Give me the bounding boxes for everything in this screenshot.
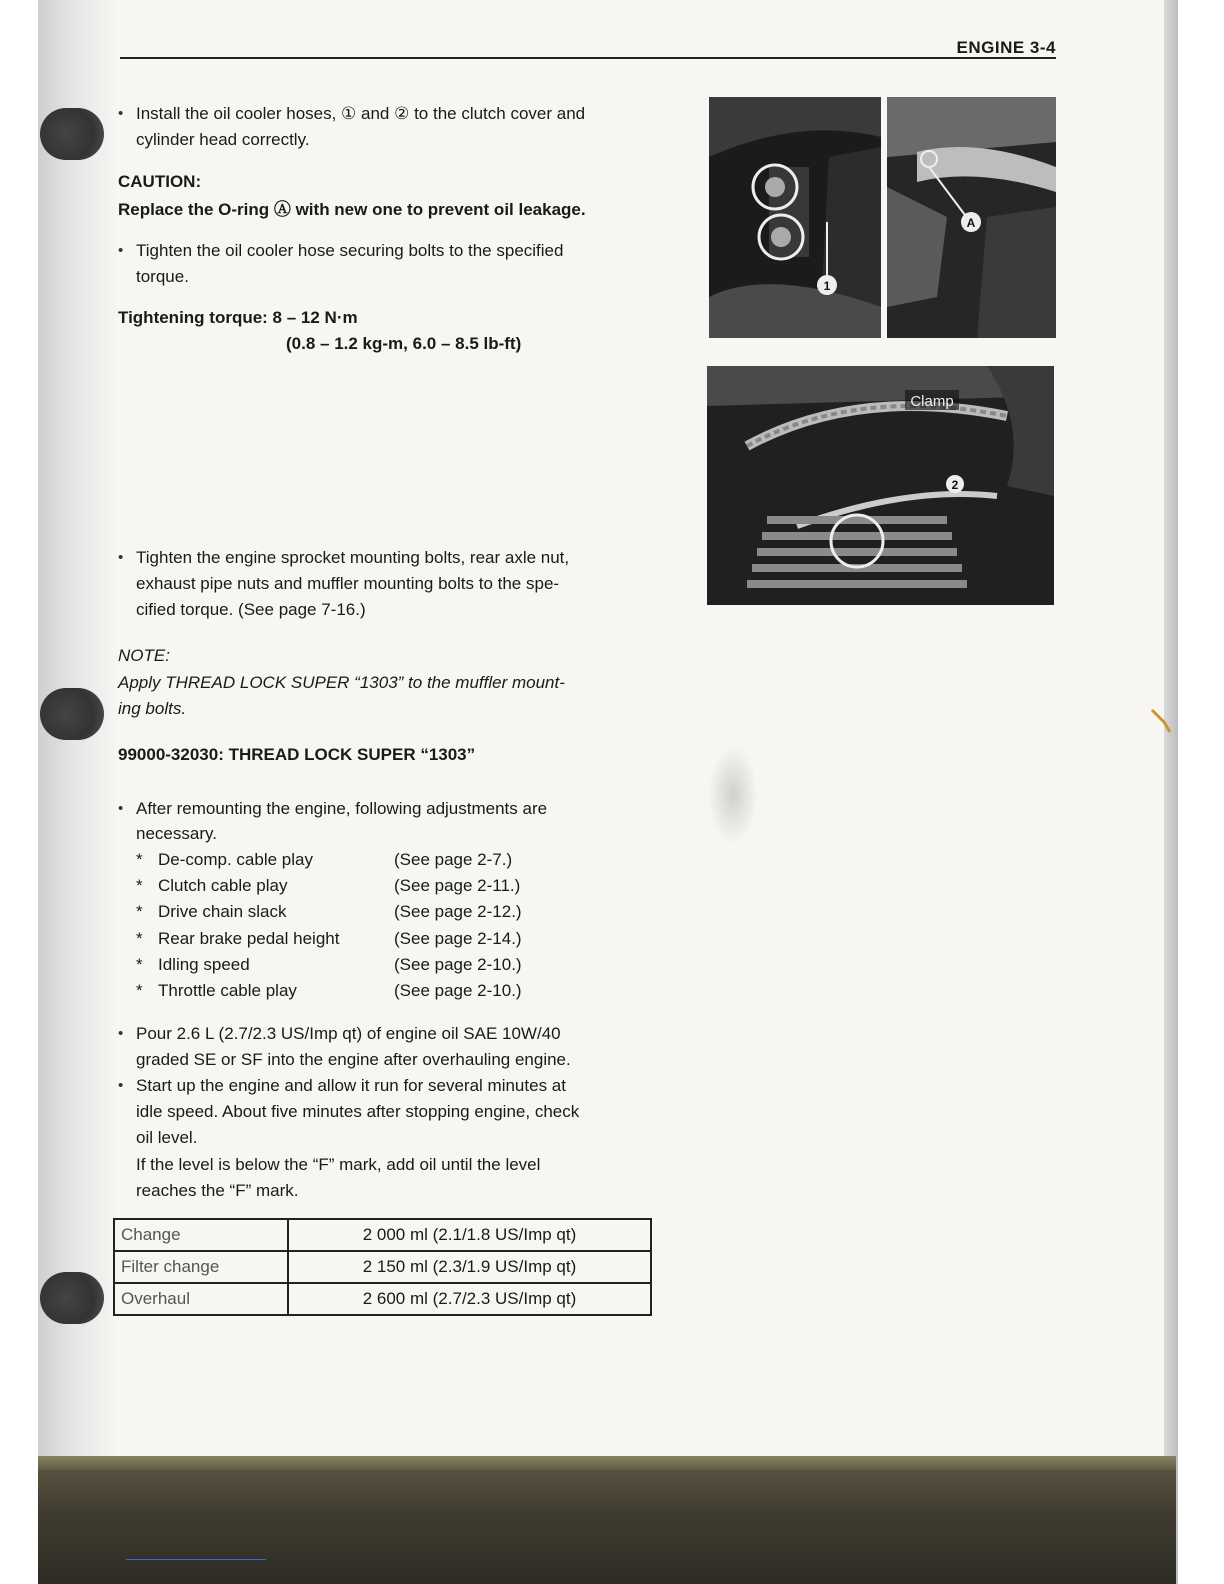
adjustment-name: Rear brake pedal height — [158, 929, 340, 948]
bullet: • — [118, 105, 124, 122]
binder-hole-middle — [40, 688, 104, 740]
note-line-1: Apply THREAD LOCK SUPER “1303” to the muffler mount- — [118, 673, 565, 692]
bullet: • — [118, 1025, 124, 1042]
adjustment-ref: (See page 2-12.) — [394, 902, 522, 921]
tighten-hose-line-1: Tighten the oil cooler hose securing bolts to the specified — [136, 241, 564, 260]
caution-label: CAUTION: — [118, 172, 202, 191]
start-line-4: If the level is below the “F” mark, add oil until the level — [136, 1155, 541, 1174]
torque-value: (0.8 – 1.2 kg-m, 6.0 – 8.5 lb-ft) — [286, 334, 522, 353]
tighten-hose-line-2: torque. — [136, 267, 189, 286]
note-label: NOTE: — [118, 646, 170, 665]
photo-engine-clamp — [707, 366, 1054, 605]
part-number: 99000-32030: THREAD LOCK SUPER “1303” — [118, 745, 476, 764]
table-row — [114, 1283, 651, 1315]
table-row — [114, 1251, 651, 1283]
adjustment-item: * Throttle cable play (See page 2-10.) — [136, 978, 143, 1004]
table-cell-value: 2 600 ml (2.7/2.3 US/Imp qt) — [288, 1283, 651, 1315]
adjustment-item: * Rear brake pedal height (See page 2-14.) — [136, 926, 143, 952]
adjustment-item: * Idling speed (See page 2-10.) — [136, 952, 143, 978]
note-line-2: ing bolts. — [118, 699, 187, 718]
adjustments-line-1: After remounting the engine, following adjustments are — [136, 799, 548, 818]
start-line-2: idle speed. About five minutes after stopping engine, check — [136, 1102, 580, 1121]
page-edge — [1164, 0, 1178, 1584]
callout-1: 1 — [823, 279, 831, 293]
adjustment-name: De-comp. cable play — [158, 850, 313, 869]
bullet: • — [118, 242, 124, 259]
scan-bottom-band — [38, 1456, 1176, 1584]
binder-hole-top — [40, 108, 104, 160]
adjustment-item: * De-comp. cable play (See page 2-7.) — [136, 847, 143, 873]
photo-o-ring — [887, 97, 1056, 338]
clamp-label: Clamp — [910, 393, 954, 410]
sprocket-line-2: exhaust pipe nuts and muffler mounting bolts to the spe- — [136, 574, 560, 593]
margin-mark — [1150, 708, 1172, 734]
pour-line-2: graded SE or SF into the engine after overhauling engine. — [136, 1050, 571, 1069]
bullet: • — [118, 1077, 124, 1094]
torque-label: Tightening torque: 8 – 12 N·m — [118, 308, 358, 327]
caution-text: Replace the O-ring Ⓐ with new one to prevent oil leakage. — [118, 200, 586, 219]
adjustment-name: Idling speed — [158, 955, 250, 974]
header-rule — [120, 57, 1056, 59]
adjustment-name: Drive chain slack — [158, 902, 287, 921]
table-cell-label: Filter change — [114, 1251, 288, 1283]
callout-a: A — [966, 216, 976, 230]
table-row — [114, 1219, 651, 1251]
adjustments-line-2: necessary. — [136, 824, 217, 843]
oil-capacity-table — [113, 1218, 652, 1316]
binding-shadow — [38, 0, 118, 1584]
install-line-1: Install the oil cooler hoses, ① and ② to the clutch cover and — [136, 104, 586, 123]
table-cell-value: 2 000 ml (2.1/1.8 US/Imp qt) — [288, 1219, 651, 1251]
sprocket-line-3: cified torque. (See page 7-16.) — [136, 600, 366, 619]
callout-2: 2 — [951, 478, 959, 492]
table-cell-label: Change — [114, 1219, 288, 1251]
adjustment-item: * Clutch cable play (See page 2-11.) — [136, 873, 143, 899]
bullet: • — [118, 549, 124, 566]
page-stain — [708, 745, 758, 845]
table-cell-label: Overhaul — [114, 1283, 288, 1315]
adjustment-ref: (See page 2-11.) — [394, 876, 521, 895]
page-header: ENGINE 3-4 — [956, 38, 1056, 57]
sprocket-line-1: Tighten the engine sprocket mounting bolts, rear axle nut, — [136, 548, 570, 567]
adjustment-ref: (See page 2-10.) — [394, 955, 522, 974]
adjustment-name: Clutch cable play — [158, 876, 288, 895]
binder-hole-bottom — [40, 1272, 104, 1324]
bullet: • — [118, 800, 124, 817]
table-cell-value: 2 150 ml (2.3/1.9 US/Imp qt) — [288, 1251, 651, 1283]
start-line-5: reaches the “F” mark. — [136, 1181, 299, 1200]
adjustment-ref: (See page 2-7.) — [394, 850, 513, 869]
adjustment-ref: (See page 2-10.) — [394, 981, 522, 1000]
footer-link-underline — [126, 1559, 266, 1560]
pour-line-1: Pour 2.6 L (2.7/2.3 US/Imp qt) of engine oil SAE 10W/40 — [136, 1024, 561, 1043]
adjustment-name: Throttle cable play — [158, 981, 297, 1000]
photo-hose-fittings — [709, 97, 881, 338]
start-line-1: Start up the engine and allow it run for several minutes at — [136, 1076, 566, 1095]
install-line-2: cylinder head correctly. — [136, 130, 310, 149]
start-line-3: oil level. — [136, 1128, 198, 1147]
adjustment-item: * Drive chain slack (See page 2-12.) — [136, 899, 143, 925]
adjustment-ref: (See page 2-14.) — [394, 929, 522, 948]
